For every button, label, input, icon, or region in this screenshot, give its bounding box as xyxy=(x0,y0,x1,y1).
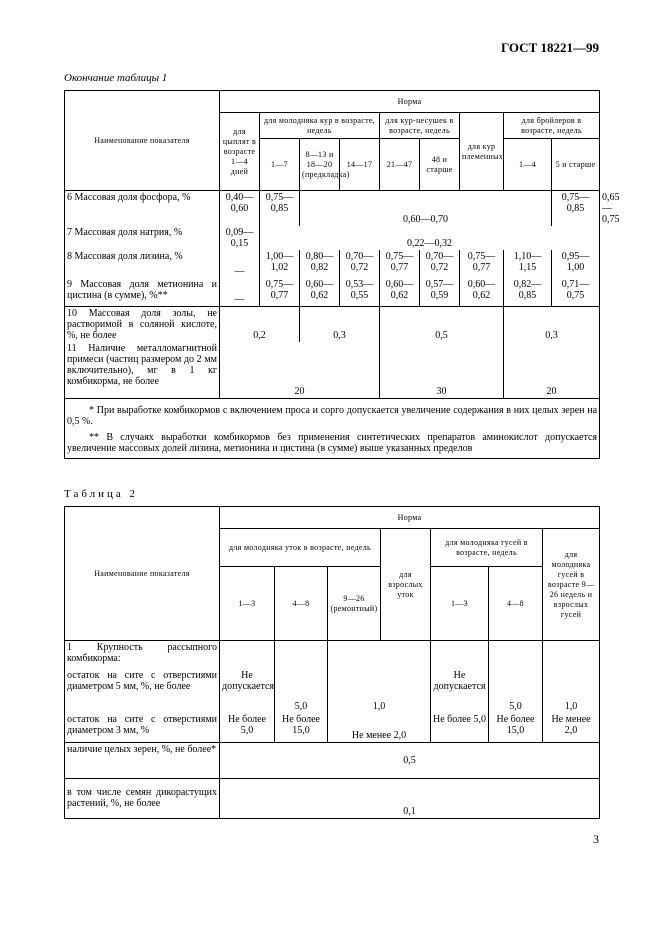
cell: 30 xyxy=(380,342,504,398)
cell: 0,60—0,70 xyxy=(300,191,552,227)
cell: Не менее 2,0 xyxy=(328,713,431,743)
cell: 20 xyxy=(220,342,380,398)
cell: 5,0 xyxy=(489,669,543,713)
table-notes xyxy=(65,398,600,458)
cell: 1,0 xyxy=(328,669,431,713)
col-header-b1-4: 1—4 xyxy=(504,139,552,191)
cell: Не более 5,0 xyxy=(431,713,489,743)
col-header-layers: для кур-несушек в возрасте, недель xyxy=(380,113,460,139)
cell: 1,00— 1,02 xyxy=(260,250,300,278)
cell: Не более 15,0 xyxy=(489,713,543,743)
row-label-sieve-5mm: остаток на сите с отверстиями диаметром 5 мм, %, не более xyxy=(65,669,220,713)
col-header-w1-7: 1—7 xyxy=(260,139,300,191)
cell: 0,5 xyxy=(220,743,600,779)
cell: 0,3 xyxy=(504,306,600,342)
cell: Не допускается xyxy=(220,669,275,713)
col-header-name: Наименование показателя xyxy=(65,507,220,641)
cell: 0,09— 0,15 xyxy=(220,226,260,250)
cell: 0,70— 0,72 xyxy=(420,250,460,278)
col-header-name: Наименование показателя xyxy=(65,91,220,191)
row-label-ash: 10 Массовая доля золы, не растворимой в соляной кислоте, %, не более xyxy=(65,306,220,342)
col-header-adult-ducks: для взрослых уток xyxy=(381,529,431,641)
col-header-b5: 5 и старше xyxy=(552,139,600,191)
col-header-g4-8: 4—8 xyxy=(489,567,543,641)
table-2 xyxy=(64,506,600,819)
cell: 0,70— 0,72 xyxy=(340,250,380,278)
cell: 0,60— 0,62 xyxy=(300,278,340,306)
col-header-w21-47: 21—47 xyxy=(380,139,420,191)
col-header-g1-3: 1—3 xyxy=(431,567,489,641)
cell: 0,75— 0,77 xyxy=(380,250,420,278)
col-header-w48: 48 и старше xyxy=(420,139,460,191)
cell: Не более 5,0 xyxy=(220,713,275,743)
cell: 20 xyxy=(504,342,600,398)
row-label-methionine: 9 Массовая доля метионина и цистина (в сумме), %** xyxy=(65,278,220,306)
table-continuation-label: Окончание таблицы 1 xyxy=(64,72,168,84)
cell: — xyxy=(220,278,260,306)
cell: 0,82— 0,85 xyxy=(504,278,552,306)
table-2-title: Таблица 2 xyxy=(64,488,139,500)
cell: 0,2 xyxy=(220,306,300,342)
page-number: 3 xyxy=(593,832,599,846)
cell: 0,80— 0,82 xyxy=(300,250,340,278)
row-label-lysine: 8 Массовая доля лизина, % xyxy=(65,250,220,278)
cell: 0,57— 0,59 xyxy=(420,278,460,306)
cell: 0,75— 0,77 xyxy=(460,250,504,278)
row-label-metallomagnetic: 11 Наличие металломагнитной примеси (частиц размером до 2 мм включительно), мг в 1 кг комбикорма, не более xyxy=(65,342,220,398)
footnote-1: * При выработке комбикормов с включением проса и сорго допускается увеличение содержания в них целых зерен на 0,5 %. xyxy=(67,404,598,427)
cell: 1,10— 1,15 xyxy=(504,250,552,278)
col-header-chicks: для цыплят в возрасте 1—4 дней xyxy=(220,113,260,191)
cell: 0,75— 0,85 xyxy=(260,191,300,227)
col-header-w8-13: 8—13 и 18—20 (предкладка) xyxy=(300,139,340,191)
cell: Не допускается xyxy=(431,669,489,713)
cell: 0,53— 0,55 xyxy=(340,278,380,306)
row-label-wild-seeds: в том числе семян дикорастущих растений, %, не более xyxy=(65,779,220,819)
row-label-phosphorus: 6 Массовая доля фосфора, % xyxy=(65,191,220,227)
footnote-2: ** В случаях выработки комбикормов без применения синтетических препаратов аминокислот допускается увеличение массовых долей лизина, метионина и цистина (в сумме) выше указанных пределов xyxy=(67,431,598,454)
cell: Не более 15,0 xyxy=(275,713,328,743)
document-code: ГОСТ 18221—99 xyxy=(500,40,599,55)
table-1: Наименование показателя Норма для цыплят в возрасте 1—4 дней для молодняка кур в возрасте, недель для кур-несушек в возрасте, недель для кур племенных для бройлеров в возрасте, недель 1—7 8—13 и 18—20 (предкладка) 14—17 21—47 48 и старше 1—4 5 и старше 6 Массовая доля фосфора, % 0,40— 0,60 0,75— 0,85 0,60—0,70 0,75— 0,85 0,65— 0,75 7 Массовая доля натрия, % 0,09— 0,15 0,22—0,32 8 Массовая доля лизина, % — 1,00— 1,02 0,80— 0,82 0,70— 0,72 0,75— 0,77 0,70— 0,72 0,75— 0,77 1,10— 1,15 0,95— 1,00 9 Массовая доля метионина и цистина (в сумме), %** — 0,75— 0,77 0,60— 0,62 0,53— 0,55 0,60— 0,62 0,57— 0,59 0,60— 0,62 0,82— 0,85 0,71— 0,75 10 Массовая доля золы, не растворимой в соляной кислоте, %, не более 0,2 0,3 0,5 0,3 11 Наличие металломагнитной примеси (частиц размером до 2 мм включительно), мг в 1 кг комбикорма, не более 20 30 20 * При выработке комбикормов с включением проса и сорго допускается увеличение содержания в них целых зерен на 0,5 %. ** В случаях выработки комбикормов без применения синтетических препаратов аминокислот допускается увеличение массовых долей лизина, метионина и цистина (в сумме) выше указанных пределов xyxy=(64,90,600,459)
row-label-sodium: 7 Массовая доля натрия, % xyxy=(65,226,220,250)
col-header-d9-26: 9—26 (ремонтный) xyxy=(328,567,381,641)
cell: Не менее 2,0 xyxy=(543,713,600,743)
cell: 0,60— 0,62 xyxy=(460,278,504,306)
cell: 0,75— 0,85 xyxy=(552,191,600,227)
col-header-young-hens: для молодняка кур в возрасте, недель xyxy=(260,113,380,139)
col-header-norma: Норма xyxy=(220,91,600,113)
col-header-adult-geese: для молодняка гусей в возрасте 9—26 недель и взрослых гусей xyxy=(543,529,600,641)
col-header-d1-3: 1—3 xyxy=(220,567,275,641)
col-header-ducklings: для молодняка уток в возрасте, недель xyxy=(220,529,381,567)
cell: 0,3 xyxy=(300,306,380,342)
col-header-norma: Норма xyxy=(220,507,600,529)
cell: 0,5 xyxy=(380,306,504,342)
col-header-d4-8: 4—8 xyxy=(275,567,328,641)
row-label-sieve-3mm: остаток на сите с отверстиями диаметром 3 мм, % xyxy=(65,713,220,743)
col-header-goslings: для молодняка гусей в возрасте, недель xyxy=(431,529,543,567)
cell: — xyxy=(220,250,260,278)
row-label-whole-grains: наличие целых зерен, %, не более* xyxy=(65,743,220,779)
col-header-w14-17: 14—17 xyxy=(340,139,380,191)
cell: 0,60— 0,62 xyxy=(380,278,420,306)
col-header-broilers: для бройлеров в возрасте, недель xyxy=(504,113,600,139)
cell: 0,1 xyxy=(220,779,600,819)
cell: 0,22—0,32 xyxy=(260,226,600,250)
cell: 1,0 xyxy=(543,669,600,713)
cell: 0,71— 0,75 xyxy=(552,278,600,306)
cell: 5,0 xyxy=(275,669,328,713)
row-label-coarseness: 1 Крупность рассыпного комбикорма: xyxy=(65,641,220,669)
cell: 0,75— 0,77 xyxy=(260,278,300,306)
col-header-breeding: для кур племенных xyxy=(460,113,504,191)
cell: 0,95— 1,00 xyxy=(552,250,600,278)
cell: 0,40— 0,60 xyxy=(220,191,260,227)
